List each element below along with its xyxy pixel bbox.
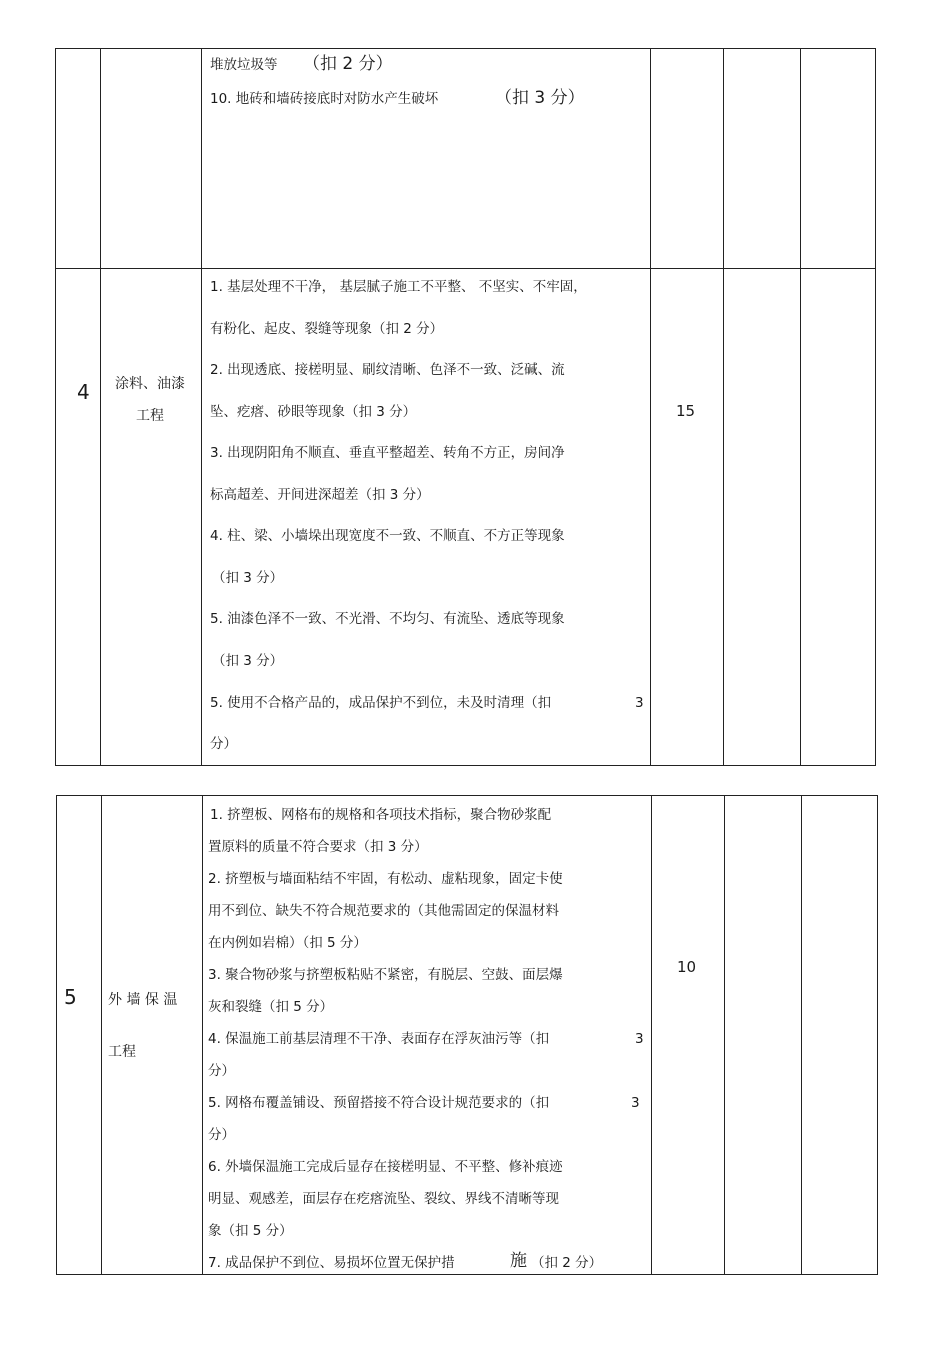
criteria-line: 坠、疙瘩、砂眼等现象（扣 3 分） — [210, 404, 417, 420]
criteria-line: 5. 网格布覆盖铺设、预留搭接不符合设计规范要求的（扣 — [208, 1095, 550, 1111]
column-divider — [101, 796, 102, 1274]
criteria-line: 2. 挤塑板与墙面粘结不牢固，有松动、虚粘现象，固定卡使 — [208, 871, 563, 887]
category-label — [104, 368, 196, 432]
column-divider — [100, 49, 101, 765]
criteria-line: 6. 外墙保温施工完成后显存在接槎明显、不平整、修补痕迹 — [208, 1159, 563, 1175]
criteria-line: 4. 保温施工前基层清理不干净、表面存在浮灰油污等（扣 — [208, 1031, 550, 1047]
category-line: 工程 — [136, 408, 164, 424]
criteria-line: 分） — [208, 1127, 235, 1143]
column-divider — [650, 49, 651, 765]
criteria-line: 3. 聚合物砂浆与挤塑板粘贴不紧密，有脱层、空鼓、面层爆 — [208, 967, 563, 983]
criteria-line: 1. 基层处理不干净， 基层腻子施工不平整、 不坚实、不牢固， — [210, 279, 587, 295]
column-divider — [724, 796, 725, 1274]
criteria-line: 有粉化、起皮、裂缝等现象（扣 2 分） — [210, 321, 444, 337]
score-value: 15 — [676, 402, 696, 420]
criteria-line: （扣 3 分） — [212, 570, 284, 586]
column-divider — [801, 796, 802, 1274]
criteria-line: 10. 地砖和墙砖接底时对防水产生破坏 — [210, 91, 439, 107]
criteria-deduction: （扣 3 分） — [495, 88, 585, 108]
criteria-line: 2. 出现透底、接槎明显、刷纹清晰、色泽不一致、泛碱、流 — [210, 362, 565, 378]
criteria-line: 堆放垃圾等 — [210, 57, 278, 73]
criteria-line: 象（扣 5 分） — [208, 1223, 293, 1239]
criteria-line: 4. 柱、梁、小墙垛出现宽度不一致、不顺直、不方正等现象 — [210, 528, 565, 544]
criteria-line: 3 — [631, 1095, 640, 1111]
criteria-line: 3 — [635, 695, 644, 711]
category-label — [108, 974, 198, 1078]
criteria-line: 灰和裂缝（扣 5 分） — [208, 999, 334, 1015]
column-divider — [651, 796, 652, 1274]
criteria-line: 分） — [208, 1063, 235, 1079]
criteria-line: 5. 使用不合格产品的，成品保护不到位，未及时清理（扣 — [210, 695, 552, 711]
row-number: 4 — [77, 380, 90, 404]
criteria-line: （扣 3 分） — [212, 653, 284, 669]
criteria-line: 明显、观感差，面层存在疙瘩流坠、裂纹、界线不清晰等现 — [208, 1191, 559, 1207]
row-number: 5 — [64, 985, 77, 1009]
category-line: 外 墙 保 温 — [108, 992, 178, 1008]
column-divider — [201, 49, 202, 765]
criteria-line: 在内例如岩棉）（扣 5 分） — [208, 935, 367, 951]
criteria-deduction: （扣 2 分） — [531, 1255, 603, 1271]
column-divider — [800, 49, 801, 765]
category-line: 涂料、油漆 — [115, 376, 185, 392]
row-divider — [56, 268, 875, 269]
criteria-line: 5. 油漆色泽不一致、不光滑、不均匀、有流坠、透底等现象 — [210, 611, 565, 627]
criteria-line: 7. 成品保护不到位、易损坏位置无保护措 — [208, 1255, 455, 1271]
criteria-line: 1. 挤塑板、网格布的规格和各项技术指标，聚合物砂浆配 — [210, 807, 552, 823]
criteria-line: 分） — [210, 736, 237, 752]
criteria-line: 用不到位、缺失不符合规范要求的（其他需固定的保温材料 — [208, 903, 559, 919]
criteria-line: 3 — [635, 1031, 644, 1047]
category-line: 工程 — [108, 1044, 136, 1060]
criteria-line: 施 — [510, 1251, 527, 1271]
score-value: 10 — [677, 958, 697, 976]
column-divider — [202, 796, 203, 1274]
criteria-line: 置原料的质量不符合要求（扣 3 分） — [208, 839, 428, 855]
column-divider — [723, 49, 724, 765]
criteria-line: 3. 出现阴阳角不顺直、垂直平整超差、转角不方正，房间净 — [210, 445, 565, 461]
criteria-line: 标高超差、开间进深超差（扣 3 分） — [210, 487, 430, 503]
criteria-deduction: （扣 2 分） — [303, 54, 393, 74]
